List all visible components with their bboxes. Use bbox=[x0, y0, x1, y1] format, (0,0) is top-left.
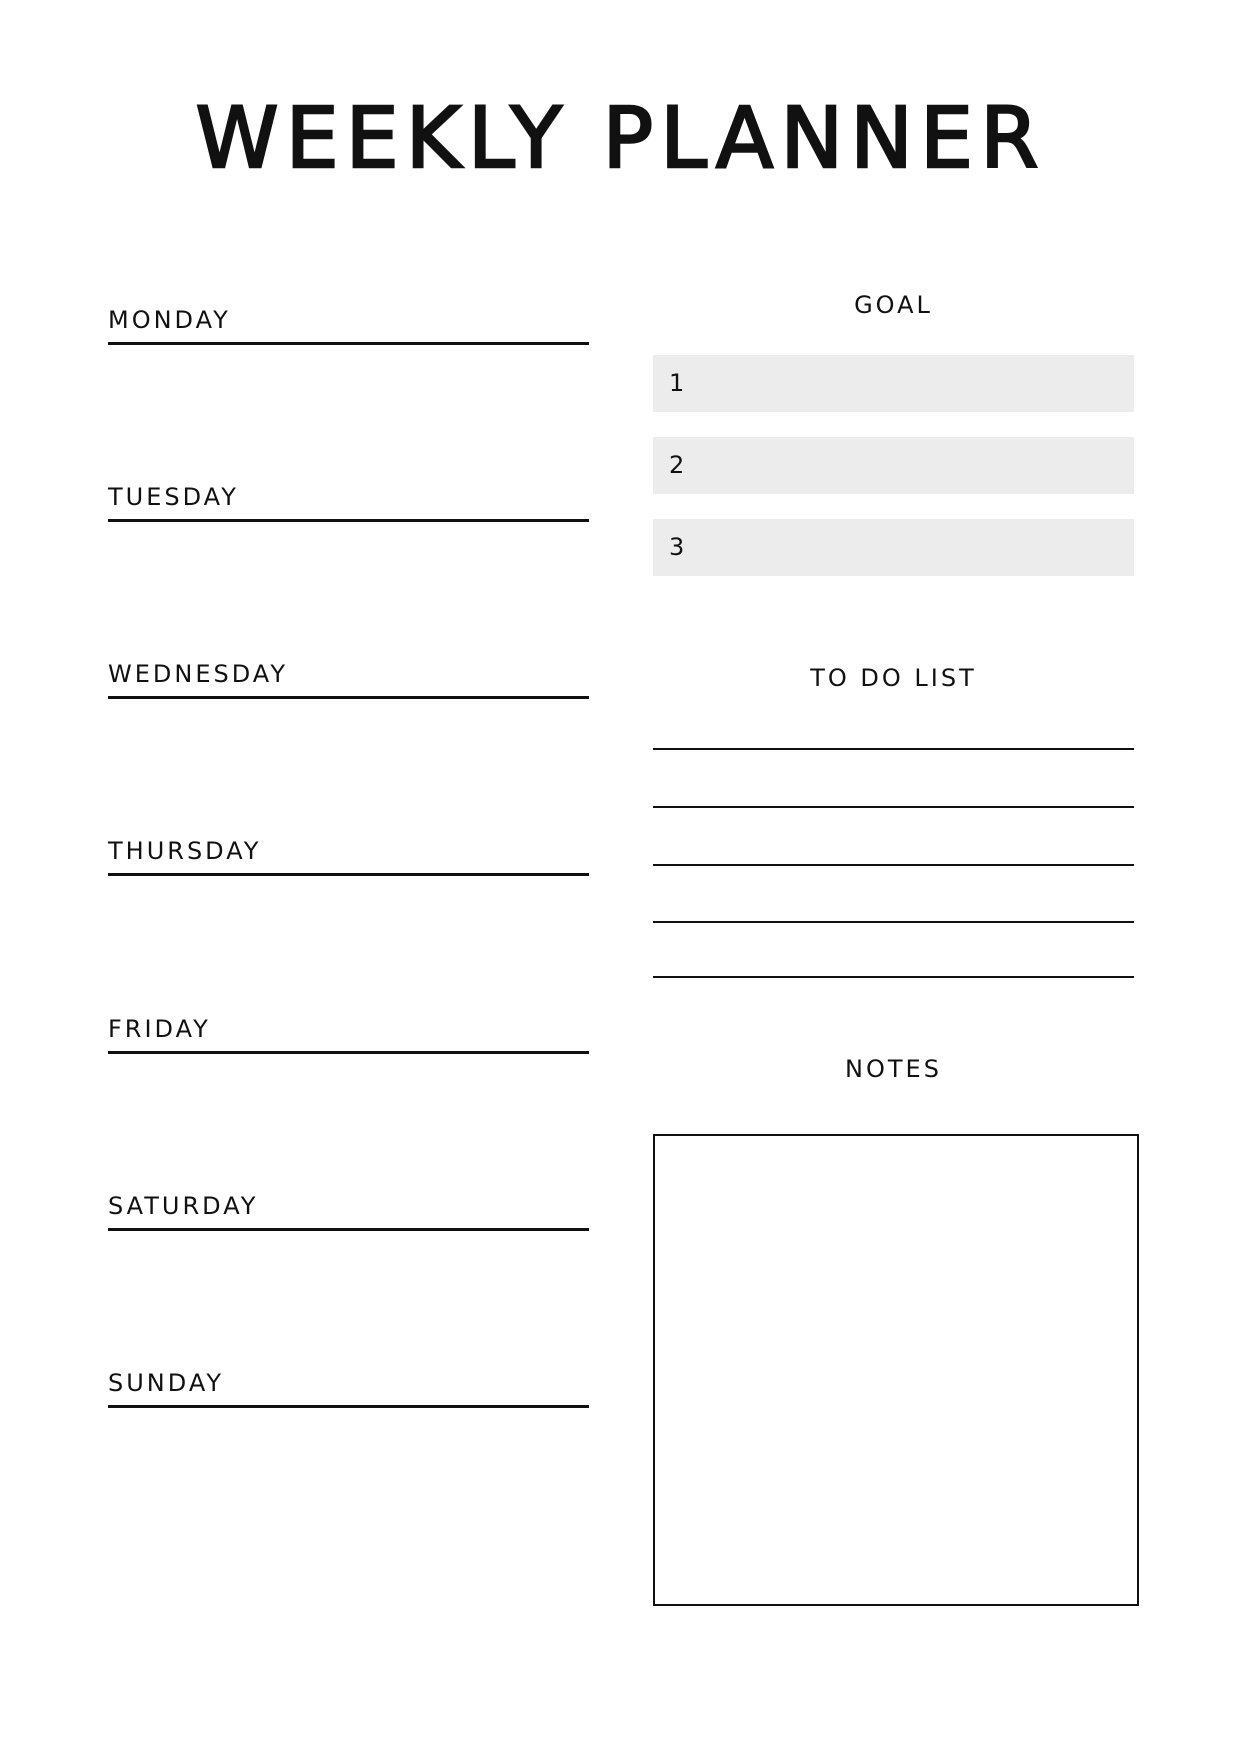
goal-number: 2 bbox=[669, 451, 685, 479]
todo-line-4[interactable] bbox=[653, 921, 1134, 923]
day-label-thursday: THURSDAY bbox=[108, 837, 262, 865]
day-label-sunday: SUNDAY bbox=[108, 1369, 225, 1397]
day-section-friday[interactable] bbox=[108, 1011, 589, 1054]
day-section-monday[interactable] bbox=[108, 302, 589, 345]
day-section-saturday[interactable] bbox=[108, 1188, 589, 1231]
todo-heading: TO DO LIST bbox=[810, 664, 977, 692]
day-section-wednesday[interactable] bbox=[108, 656, 589, 699]
goal-item-3[interactable] bbox=[653, 519, 1134, 576]
todo-line-2[interactable] bbox=[653, 806, 1134, 808]
day-section-tuesday[interactable] bbox=[108, 479, 589, 522]
day-label-wednesday: WEDNESDAY bbox=[108, 660, 288, 688]
goal-heading: GOAL bbox=[854, 291, 933, 319]
goal-item-2[interactable] bbox=[653, 437, 1134, 494]
goal-number: 1 bbox=[669, 369, 685, 397]
day-label-monday: MONDAY bbox=[108, 306, 231, 334]
todo-line-3[interactable] bbox=[653, 864, 1134, 866]
notes-box[interactable] bbox=[653, 1134, 1139, 1606]
todo-line-5[interactable] bbox=[653, 976, 1134, 978]
goal-item-1[interactable] bbox=[653, 355, 1134, 412]
goal-number: 3 bbox=[669, 533, 685, 561]
todo-line-1[interactable] bbox=[653, 748, 1134, 750]
day-section-sunday[interactable] bbox=[108, 1365, 589, 1408]
notes-heading: NOTES bbox=[845, 1055, 942, 1083]
day-label-friday: FRIDAY bbox=[108, 1015, 211, 1043]
day-section-thursday[interactable] bbox=[108, 833, 589, 876]
page-title: WEEKLY PLANNER bbox=[195, 89, 1046, 187]
day-label-tuesday: TUESDAY bbox=[108, 483, 239, 511]
day-label-saturday: SATURDAY bbox=[108, 1192, 259, 1220]
